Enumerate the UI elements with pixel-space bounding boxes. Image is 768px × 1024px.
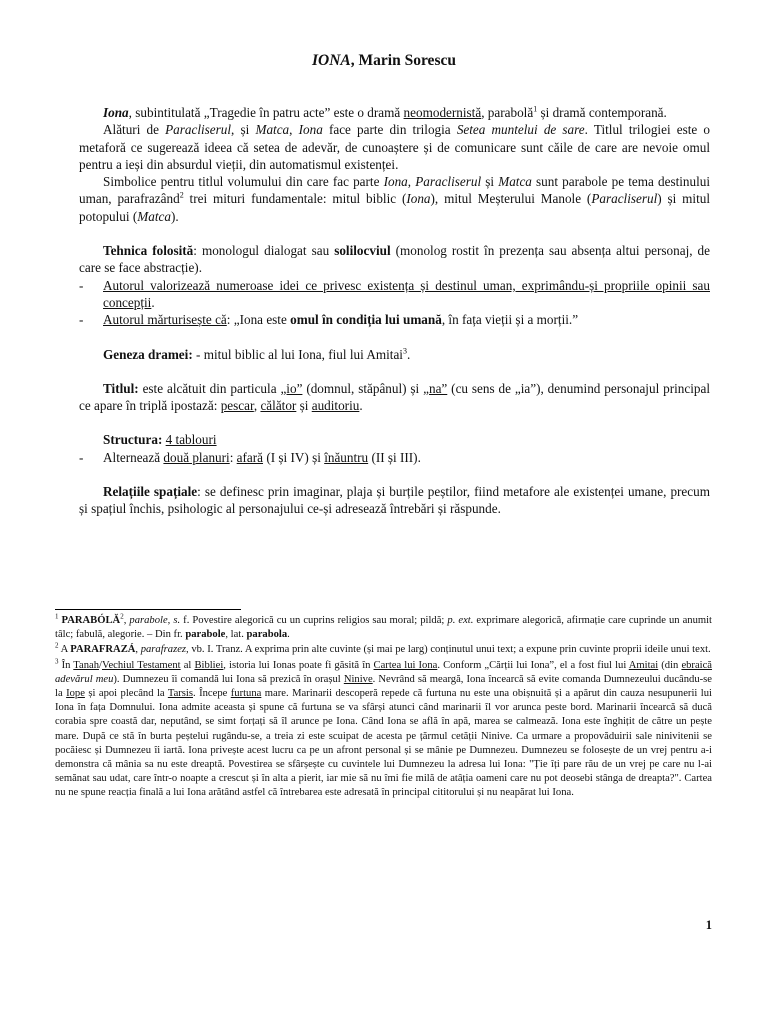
fn1-t1: , [123, 615, 130, 626]
structura-i1: Alternează [103, 449, 164, 465]
list-item [79, 449, 710, 466]
fn3-t9: . Nevrând să meargă, Iona încearcă să evite comanda Dumnezeului ducându-se la [55, 673, 712, 700]
fn1-b3: parabola [246, 629, 288, 641]
fn3-t4: , istoria lui Ionas poate fi găsită în [223, 659, 374, 671]
relatii-text: : se definesc prin imaginar, plaja și burțile peștilor, fiind metafore ale existenței umane, precum și spațiul închis, psihologic al personajului ce-și adresează întrebări și răspunde. [79, 484, 710, 517]
p3-t10: ), mitul Meșterului Manole ( [430, 191, 592, 207]
structura-i3: : [229, 449, 237, 465]
fn3-t10: și apoi plecând la [84, 688, 168, 700]
p2-t1: Alături de [103, 122, 166, 138]
p3-t1: Simbolice pentru titlul volumului din care fac parte [103, 174, 384, 190]
p1-t3: neomodernistă [403, 105, 482, 120]
p1-t4: , parabolă [481, 105, 534, 120]
fn3-t3: al [180, 659, 195, 671]
p3-t8: trei mituri fundamentale: mitul biblic ( [183, 191, 407, 207]
structura-i7: (II și III). [368, 449, 421, 465]
fn2-num: 2 [55, 641, 59, 650]
tehnica-term: solilocviul [334, 243, 391, 259]
titlul-u3: pescar [220, 398, 254, 414]
fn3-link-ninive[interactable]: Ninive [343, 673, 373, 685]
p3-t14: ). [170, 208, 179, 224]
section-relatii [79, 483, 710, 518]
list-dash: - [79, 312, 84, 328]
section-tehnica [79, 242, 710, 277]
fn1-t4: , lat. [225, 629, 247, 641]
p1-t5: și dramă contemporană. [537, 105, 667, 120]
footnote-ref-1: 1 [533, 104, 538, 114]
tehnica-heading: Tehnica folosită [103, 243, 194, 259]
section-geneza [79, 346, 710, 363]
list-item2-t1: : „Iona este [226, 312, 291, 328]
fn1-sup: 2 [120, 612, 124, 621]
fn3-t2: / [99, 659, 102, 671]
geneza-heading: Geneza dramei: [103, 346, 193, 362]
section-titlul [79, 380, 710, 415]
p3-t13: Matca [137, 208, 171, 224]
fn3-t8: ). Dumnezeu îi comandă lui Iona să prezică în orașul [113, 673, 344, 685]
p2-t7: face parte din trilogia [322, 122, 457, 138]
tehnica-t2: (monolog rostit în prezența sau absența altui personaj, de care se face abstracție). [79, 243, 710, 276]
fn3-link-furtuna[interactable]: furtuna [230, 688, 262, 700]
fn3-t6: (din [658, 659, 682, 671]
p3-t6: Matca [498, 174, 532, 190]
p3-t4: Paracliserul [415, 174, 482, 190]
titlul-t3: (cu sens de „ia”), denumind personajul principal ce apare în triplă ipostază: [79, 380, 710, 414]
fn1-b: PARABÓLĂ [61, 615, 121, 626]
footnote-1 [55, 614, 712, 642]
footnotes [55, 614, 712, 802]
fn1-i2: p. ext. [447, 615, 474, 626]
page-number: 1 [705, 918, 712, 932]
paragraph-intro [79, 104, 710, 121]
footnote-separator [55, 609, 241, 610]
titlul-u2: „na” [423, 380, 448, 396]
titlul-t6: . [359, 398, 363, 414]
fn3-link-iope[interactable]: Iope [66, 688, 85, 700]
fn1-t5: . [287, 629, 290, 641]
fn3-link-amitai[interactable]: Amitai [628, 659, 659, 671]
list-item [79, 277, 710, 312]
p1-t2: , subintitulată „Tragedie în patru acte” este o dramă [128, 105, 404, 120]
titlul-heading: Titlul: [103, 380, 139, 396]
fn2-i: parafrazez, [140, 644, 189, 656]
p2-t5: , [289, 122, 299, 138]
fn1-b2: parabole [185, 629, 226, 641]
titlul-u1: „io” [280, 380, 303, 396]
fn3-link-tarsis[interactable]: Tarsis [167, 688, 193, 700]
title-main: IONA [312, 52, 351, 69]
p3-t3: , [407, 174, 416, 190]
section-structura [79, 431, 710, 448]
p3-t5: și [481, 174, 499, 190]
fn3-link-ebraica[interactable]: ebraică [681, 659, 713, 671]
titlul-u5: auditoriu [311, 398, 360, 414]
list-item2-b: omul în condiția lui umană [290, 312, 442, 328]
fn2-t3: vb. I. Tranz. A exprima prin alte cuvinte (și mai pe larg) conținutul unui text; a expune prin cuvinte proprii ideile unui text. [188, 644, 711, 656]
footnote-ref-2: 2 [179, 191, 184, 201]
list-dash: - [79, 449, 84, 465]
footnote-ref-3: 3 [402, 346, 407, 356]
fn3-link-cartea-lui-iona[interactable]: Cartea lui Iona [373, 659, 438, 671]
tehnica-t1: : monologul dialogat sau [193, 243, 335, 259]
list-item1-text: Autorul valorizează numeroase idei ce privesc existența și destinul uman, exprimându-și propriile opinii sau concepții [103, 277, 710, 310]
structura-i4: afară [236, 449, 264, 465]
fn1-i1: parabole, s. [129, 615, 181, 626]
main-body [79, 104, 710, 518]
p3-t12: ) și mitul potopului ( [79, 191, 710, 224]
fn3-t1: În [58, 659, 74, 671]
titlul-t2: (domnul, stăpânul) și [302, 380, 424, 396]
list-dash: - [79, 277, 84, 293]
page-title [0, 52, 768, 70]
structura-i6: înăuntru [324, 449, 369, 465]
p2-t6: Iona [298, 122, 323, 138]
list-item1-end: . [151, 294, 155, 310]
p2-t8: Setea muntelui de sare [456, 122, 585, 138]
geneza-end: . [406, 346, 411, 362]
fn3-i1: adevărul meu [55, 673, 114, 685]
p2-t3: , și [231, 122, 256, 138]
fn3-num: 3 [55, 657, 59, 666]
title-rest: , Marin Sorescu [350, 52, 456, 69]
p3-t7: sunt parabole pe tema destinului uman, parafrazând [79, 174, 711, 207]
fn3-link-bibliei[interactable]: Bibliei [194, 659, 224, 671]
fn3-link-vechiul-testament[interactable]: Vechiul Testament [101, 659, 181, 671]
relatii-heading: Relațiile spațiale [103, 484, 198, 500]
fn3-t5: . Conform „Cărții lui Iona”, el a fost fiul lui [437, 659, 629, 671]
titlul-t5: și [296, 398, 312, 414]
fn2-b: PARAFRAZÁ [70, 644, 136, 656]
structura-u: 4 tablouri [165, 432, 217, 448]
p2-t9: . Titlul trilogiei este o metaforă ce sugerează ideea că setea de adevăr, de cunoaștere și de comunicare sunt căile de care are nevoie omul pentru a ieși din absurdul vieții, din automatismul existenței. [79, 122, 711, 172]
structura-i5: (I și IV) și [263, 449, 325, 465]
p3-t2: Iona [383, 174, 408, 190]
p2-t2: Paracliserul [165, 122, 232, 138]
fn2-t1: A [58, 644, 71, 656]
p3-t9: Iona [406, 191, 431, 207]
p1-t1: Iona [103, 105, 129, 120]
fn1-t3: exprimare alegorică, afirmație care cuprinde un anumit tâlc; fabulă, alegorie. – Din fr. [55, 615, 712, 641]
titlul-t1: este alcătuit din particula [138, 380, 281, 396]
paragraph-trilogy [79, 121, 710, 173]
fn1-num: 1 [55, 612, 59, 621]
p2-t4: Matca [255, 122, 290, 138]
p3-t11: Paracliserul [591, 191, 658, 207]
footnote-3 [55, 659, 712, 801]
fn1-t2: f. Povestire alegorică cu un cuprins religios sau moral; pildă; [180, 615, 448, 626]
fn3-t11: . Începe [193, 688, 231, 700]
fn3-link-tanah[interactable]: Tanah [73, 659, 100, 671]
footnote-2 [55, 643, 712, 657]
geneza-text: - mitul biblic al lui Iona, fiul lui Amitai [192, 346, 403, 362]
list-item2-t2: , în fața vieții și a morții.” [441, 312, 579, 328]
list-item [79, 311, 710, 328]
fn2-t2: , [135, 644, 141, 656]
titlul-u4: călător [260, 398, 297, 414]
list-item2-u: Autorul mărturisește că [103, 312, 227, 328]
titlul-t4: , [253, 398, 261, 414]
structura-heading: Structura: [103, 432, 163, 448]
structura-i2: două planuri [163, 449, 230, 465]
fn3-t12: mare. Marinarii descoperă repede că furtuna nu este una obișnuită și a apărut din cauza nesupunerii lui Iona în fața Domnului. Iona admite aceasta și spune că furtuna se va sfârși atunci când marinarii îl vor arunca peste bord. Marinarii încearcă să ducă corabia spre coastă dar, neputând, se simt forțați să îl arunce pe Iona. Când Iona se află în apă, marea se calmează. Iona este înghițit de către un pește mare. După ce stă în burta peștelui rugându-se, a treia zi este scuipat de acesta pe țărmul cetății Ninive. Ca urmare a propovăduirii sale ninivitenii se pocăiesc și Dumnezeu îi iartă. Iona privește acest lucru ca pe un afront personal și se mânie pe Dumnezeu. Dumnezeu se folosește de un vrej pentru a-i demonstra că mânia sa nu este dreaptă. Povestirea se sfârșește cu cuvintele lui Dumnezeu la adresa lui Iona: "Ție îți pare rău de un vrej pe care nu l-ai semănat sau udat, care într-o noapte a crescut și în alta a pierit, iar mie să nu îmi fie milă de atâția oameni care nu pot deosebi stânga de dreapta?". Cartea nu ne spune reacția finală a lui Iona arătând astfel că întrebarea este adresată în principal cititorului și nu neapărat lui Iona. [55, 688, 712, 799]
paragraph-symbols [79, 173, 710, 225]
